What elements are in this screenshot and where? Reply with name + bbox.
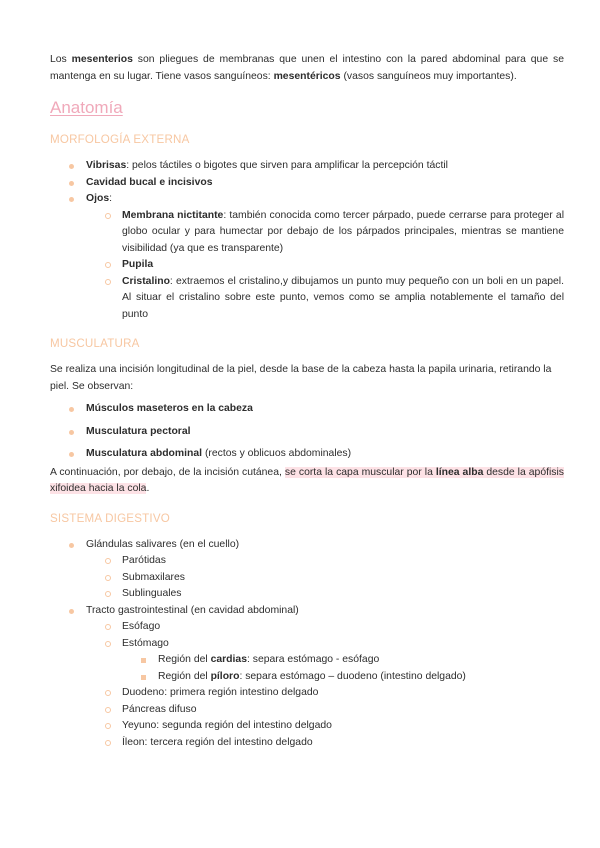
text: se corta la capa muscular por la bbox=[284, 466, 436, 478]
text: A continuación, por debajo, de la incisión cutánea, bbox=[50, 466, 285, 478]
text: Región del bbox=[158, 654, 211, 665]
list-item-cavidad bbox=[50, 175, 564, 192]
list-item-submaxilares: Submaxilares bbox=[86, 570, 564, 587]
term-mesenterios: mesenterios bbox=[71, 54, 133, 65]
list-item-parotidas: Parótidas bbox=[86, 553, 564, 570]
list-item-duodeno bbox=[86, 685, 564, 702]
text: : primera región intestino delgado bbox=[164, 687, 319, 698]
text: son pliegues de membranas que unen el intestino con la pared abdominal para que se mantenga en su lugar. Tiene vasos sanguíneos: bbox=[50, 54, 564, 82]
term: Membrana nictitante bbox=[122, 209, 224, 221]
list-item-maseteros bbox=[50, 401, 564, 418]
text: : también conocida como tercer párpado, puede cerrarse para proteger al globo ocular y para humectar por debajo de los párpados principales, mientras se mantiene visibilidad (ya que es transparente) bbox=[122, 209, 565, 254]
tracto-sublist bbox=[86, 619, 564, 751]
digestivo-list bbox=[50, 537, 564, 752]
page-content bbox=[50, 52, 564, 751]
list-item-sublinguales: Sublinguales bbox=[86, 586, 564, 603]
glandulas-sublist bbox=[86, 553, 564, 603]
list-item-pectoral bbox=[50, 424, 564, 441]
term: Vibrisas bbox=[86, 160, 127, 171]
text: : bbox=[109, 193, 112, 204]
term: Musculatura abdominal bbox=[86, 448, 203, 459]
list-item-esofago: Esófago bbox=[86, 619, 564, 636]
list-item-abdominal bbox=[50, 446, 564, 463]
list-item-ojos bbox=[50, 191, 564, 323]
text: (vasos sanguíneos muy importantes). bbox=[340, 70, 517, 82]
list-item-yeyuno bbox=[86, 718, 564, 735]
list-item-glandulas bbox=[50, 537, 564, 603]
text: Estómago bbox=[122, 637, 169, 649]
term: Duodeno bbox=[122, 687, 165, 698]
text: (rectos y oblicuos abdominales) bbox=[202, 448, 352, 459]
list-item-estomago bbox=[86, 636, 564, 686]
text: : pelos táctiles o bigotes que sirven para amplificar la percepción táctil bbox=[126, 160, 448, 171]
list-item-vibrisas bbox=[50, 158, 564, 175]
text: : tercera región del intestino delgado bbox=[144, 736, 313, 748]
list-item-cardias bbox=[122, 652, 564, 669]
text: : extraemos el cristalino,y dibujamos un punto muy pequeño con un boli en un papel. Al situar el cristalino sobre este punto, vemos como se amplia notablemente el tamaño del punto bbox=[122, 275, 564, 320]
ojos-sublist bbox=[86, 208, 564, 324]
term-linea-alba: línea alba bbox=[435, 466, 484, 478]
list-item-pancreas: Páncreas difuso bbox=[86, 702, 564, 719]
term: Músculos maseteros en la cabeza bbox=[86, 403, 253, 414]
morfologia-list bbox=[50, 158, 564, 323]
estomago-sublist bbox=[122, 652, 564, 685]
heading-morfologia: MORFOLOGÍA EXTERNA bbox=[50, 133, 190, 146]
text: desde la apófisis xifoidea hacia la cola bbox=[50, 466, 564, 494]
term: Glándulas salivares bbox=[86, 538, 177, 550]
list-item-ileon bbox=[86, 735, 564, 752]
term: Musculatura pectoral bbox=[86, 425, 191, 437]
text: Región del bbox=[158, 670, 211, 682]
intro-paragraph bbox=[50, 52, 564, 85]
term: Pupila bbox=[122, 259, 154, 270]
heading-digestivo: SISTEMA DIGESTIVO bbox=[50, 511, 171, 525]
text: Los bbox=[50, 54, 72, 65]
list-item-membrana bbox=[86, 208, 564, 258]
section-title-anatomia: Anatomía bbox=[50, 98, 123, 117]
term: Cristalino bbox=[122, 275, 170, 287]
list-item-tracto bbox=[50, 603, 564, 752]
musculatura-list bbox=[50, 401, 564, 463]
list-item-piloro bbox=[122, 669, 564, 686]
text: (en el cuello) bbox=[176, 538, 240, 550]
text: : segunda región del intestino delgado bbox=[156, 720, 332, 731]
list-item-cristalino bbox=[86, 274, 564, 324]
term: Íleon bbox=[122, 736, 145, 748]
term: Tracto gastrointestinal bbox=[86, 604, 188, 616]
term: Yeyuno bbox=[122, 720, 157, 731]
text: . bbox=[146, 483, 150, 494]
list-item-pupila bbox=[86, 257, 564, 274]
term: Ojos bbox=[86, 193, 110, 204]
term: píloro bbox=[210, 670, 240, 682]
text: : separa estómago - esófago bbox=[246, 654, 380, 665]
text: (en cavidad abdominal) bbox=[187, 604, 299, 616]
heading-musculatura: MUSCULATURA bbox=[50, 337, 140, 350]
musculatura-note bbox=[50, 465, 564, 498]
term-mesentericos: mesentéricos bbox=[273, 70, 341, 82]
term: Cavidad bucal e incisivos bbox=[86, 176, 213, 188]
musculatura-intro: Se realiza una incisión longitudinal de la piel, desde la base de la cabeza hasta la papila urinaria, retirando la piel. Se observan: bbox=[50, 364, 552, 392]
text: : separa estómago – duodeno (intestino delgado) bbox=[239, 670, 466, 682]
term: cardias bbox=[210, 654, 247, 665]
